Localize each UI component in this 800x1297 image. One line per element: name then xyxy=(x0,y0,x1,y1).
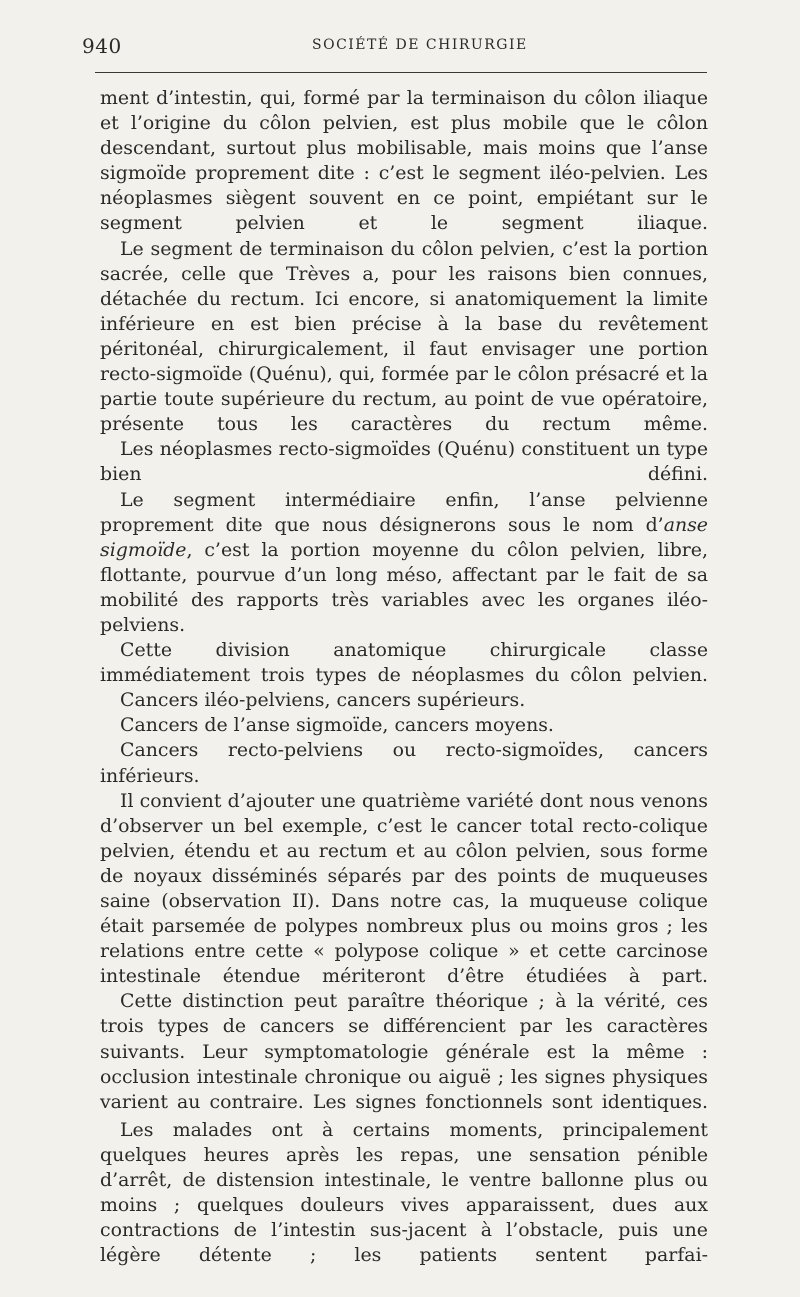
paragraph: ment d’intestin, qui, formé par la terminaison du côlon iliaque et l’origine du côlon pelvien, est plus mobile que le côlon descendant, surtout plus mobilisable, mais moins que l’anse sigmoïde proprement dite : c’est le segment iléo-pelvien. Les néoplasmes siègent souvent en ce point, empiétant sur le segment pelvien et le segment iliaque. xyxy=(100,87,708,235)
paragraph: Le segment de terminaison du côlon pelvien, c’est la portion sacrée, celle que Trèves a, pour les raisons bien connues, détachée du rectum. Ici encore, si anatomiquement la limite inférieure en est bien précise à la base du revêtement péritonéal, chirurgicalement, il faut envisager une portion recto-sigmoïde (Quénu), qui, formée par le côlon présacré et la partie toute supérieure du rectum, au point de vue opératoire, présente tous les caractères du rectum même. xyxy=(100,237,708,436)
running-title: SOCIÉTÉ DE CHIRURGIE xyxy=(312,37,528,53)
text-run: , c’est la portion moyenne du côlon pelvien, libre, flottante, pourvue d’un long méso, affectant par le fait de sa mobilité des rapports très variables avec les organes iléo-pelviens. xyxy=(100,538,708,636)
paragraph: Les néoplasmes recto-sigmoïdes (Quénu) constituent un type bien défini. xyxy=(100,438,708,486)
paragraph: Cette division anatomique chirurgicale classe immédiatement trois types de néoplasmes du côlon pelvien. xyxy=(100,639,708,687)
paragraph xyxy=(100,488,708,639)
paragraph: Les malades ont à certains moments, principalement quelques heures après les repas, une sensation pénible d’arrêt, de distension intestinale, le ventre ballonne plus ou moins ; quelques douleurs vives apparaissent, dues aux contractions de l’intestin sus-jacent à l’obstacle, puis une légère détente ; les patients sentent parfai- xyxy=(100,1118,708,1267)
paragraph: Il convient d’ajouter une quatrième variété dont nous venons d’observer un bel exemple, c’est le cancer total recto-colique pelvien, étendu et au rectum et au côlon pelvien, sous forme de noyaux disséminés séparés par des points de muqueuses saine (observation II). Dans notre cas, la muqueuse colique était parsemée de polypes nombreux plus ou moins gros ; les relations entre cette « polypose colique » et cette carcinose intestinale étendue mériteront d’être étudiées à part. xyxy=(100,789,708,988)
header-rule xyxy=(95,72,707,73)
page-header xyxy=(0,34,800,58)
paragraph: Cette distinction peut paraître théorique ; à la vérité, ces trois types de cancers se différencient par les caractères suivants. Leur symptomatologie générale est la même : occlusion intestinale chronique ou aiguë ; les signes physiques varient au contraire. Les signes fonctionnels sont identiques. xyxy=(100,990,708,1113)
text-run: Le segment intermédiaire enfin, l’anse pelvienne proprement dite que nous désignerons sous le nom d’ xyxy=(100,488,708,536)
page-number: 940 xyxy=(82,34,122,58)
paragraph: Cancers recto-pelviens ou recto-sigmoïdes, cancers inférieurs. xyxy=(100,739,708,787)
italic-term: anse sigmoïde xyxy=(100,513,708,561)
paragraph: Cancers de l’anse sigmoïde, cancers moyens. xyxy=(120,714,554,737)
paragraph: Cancers iléo-pelviens, cancers supérieurs. xyxy=(120,689,526,712)
body-text xyxy=(100,86,708,1268)
